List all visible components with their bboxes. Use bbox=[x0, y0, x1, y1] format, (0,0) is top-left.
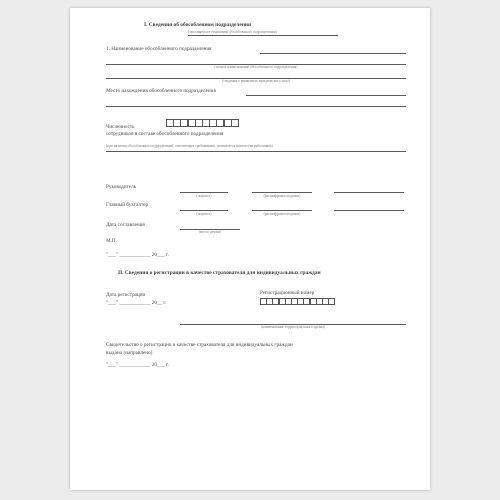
acc-position-line[interactable] bbox=[180, 210, 228, 211]
final-date[interactable]: "___" ____________ 20___ г. bbox=[106, 362, 169, 368]
reg-number-label: Регистрационный номер bbox=[260, 290, 315, 296]
head-position-line[interactable] bbox=[180, 192, 228, 193]
date-line-1[interactable]: "___" ____________ 20___ г. bbox=[106, 252, 169, 258]
cert-sub: выдано (направлено) bbox=[106, 350, 153, 356]
reg-date-value[interactable]: "___" ____________ 20__ г. bbox=[106, 300, 167, 306]
reg-number-cells[interactable] bbox=[260, 298, 334, 305]
acc-sign-line[interactable] bbox=[252, 210, 312, 211]
head-name-note: (расшифровка подписи) bbox=[263, 194, 301, 198]
address-line-2[interactable] bbox=[106, 106, 406, 107]
acc-name-line[interactable] bbox=[334, 210, 404, 211]
count-cell[interactable] bbox=[231, 119, 239, 127]
section1-title: I. Сведения об обособленном подразделении bbox=[144, 22, 252, 28]
reg-date-label: Дата регистрации bbox=[106, 292, 146, 298]
org-note: (наименование территориального органа) bbox=[261, 325, 325, 329]
form-page bbox=[70, 8, 430, 490]
seal-place-note: (место печати) bbox=[198, 230, 222, 234]
acc-name-note: (расшифровка подписи) bbox=[263, 212, 301, 216]
note-line bbox=[106, 151, 406, 152]
head-sign-note: (подпись) bbox=[196, 194, 212, 198]
head-sign-line[interactable] bbox=[252, 192, 312, 193]
count-label: Численность bbox=[106, 124, 135, 130]
address-label: Место нахождения обособленного подразделения bbox=[106, 88, 216, 94]
cert-label: Свидетельство о регистрации в качестве страхователя для индивидуальных граждан bbox=[106, 342, 293, 348]
seal-label: М.П. bbox=[106, 238, 117, 244]
section1-title-note: (заполняется в отношении обособленного подразделения) bbox=[188, 30, 277, 34]
reg-cell[interactable] bbox=[328, 298, 335, 305]
count-sub: сотрудников в составе обособленного подразделения bbox=[106, 131, 224, 137]
note-text: (при наличии обособленных подразделений, отвечающих требованиям, указывается количество работников) bbox=[106, 144, 273, 148]
name-label: 1. Наименование обособленного подразделения bbox=[106, 46, 212, 52]
accountant-label: Главный бухгалтер bbox=[106, 202, 149, 208]
title-underline bbox=[188, 35, 338, 36]
section2-title: II. Сведения о регистрации в качестве страхователя для индивидуальных граждан bbox=[118, 270, 321, 276]
head-label: Руководитель bbox=[106, 184, 137, 190]
head-name-line[interactable] bbox=[334, 192, 404, 193]
date-compiled-label: Дата составления bbox=[106, 222, 145, 228]
name-note: (полное наименование обособленного подразделения) bbox=[214, 65, 298, 69]
acc-sign-note: (подпись) bbox=[196, 212, 212, 216]
count-cells[interactable] bbox=[166, 119, 238, 127]
details-note: (сведения о реквизитах юридического лица) bbox=[222, 79, 290, 83]
address-line[interactable] bbox=[246, 95, 406, 96]
name-line[interactable] bbox=[260, 53, 406, 54]
